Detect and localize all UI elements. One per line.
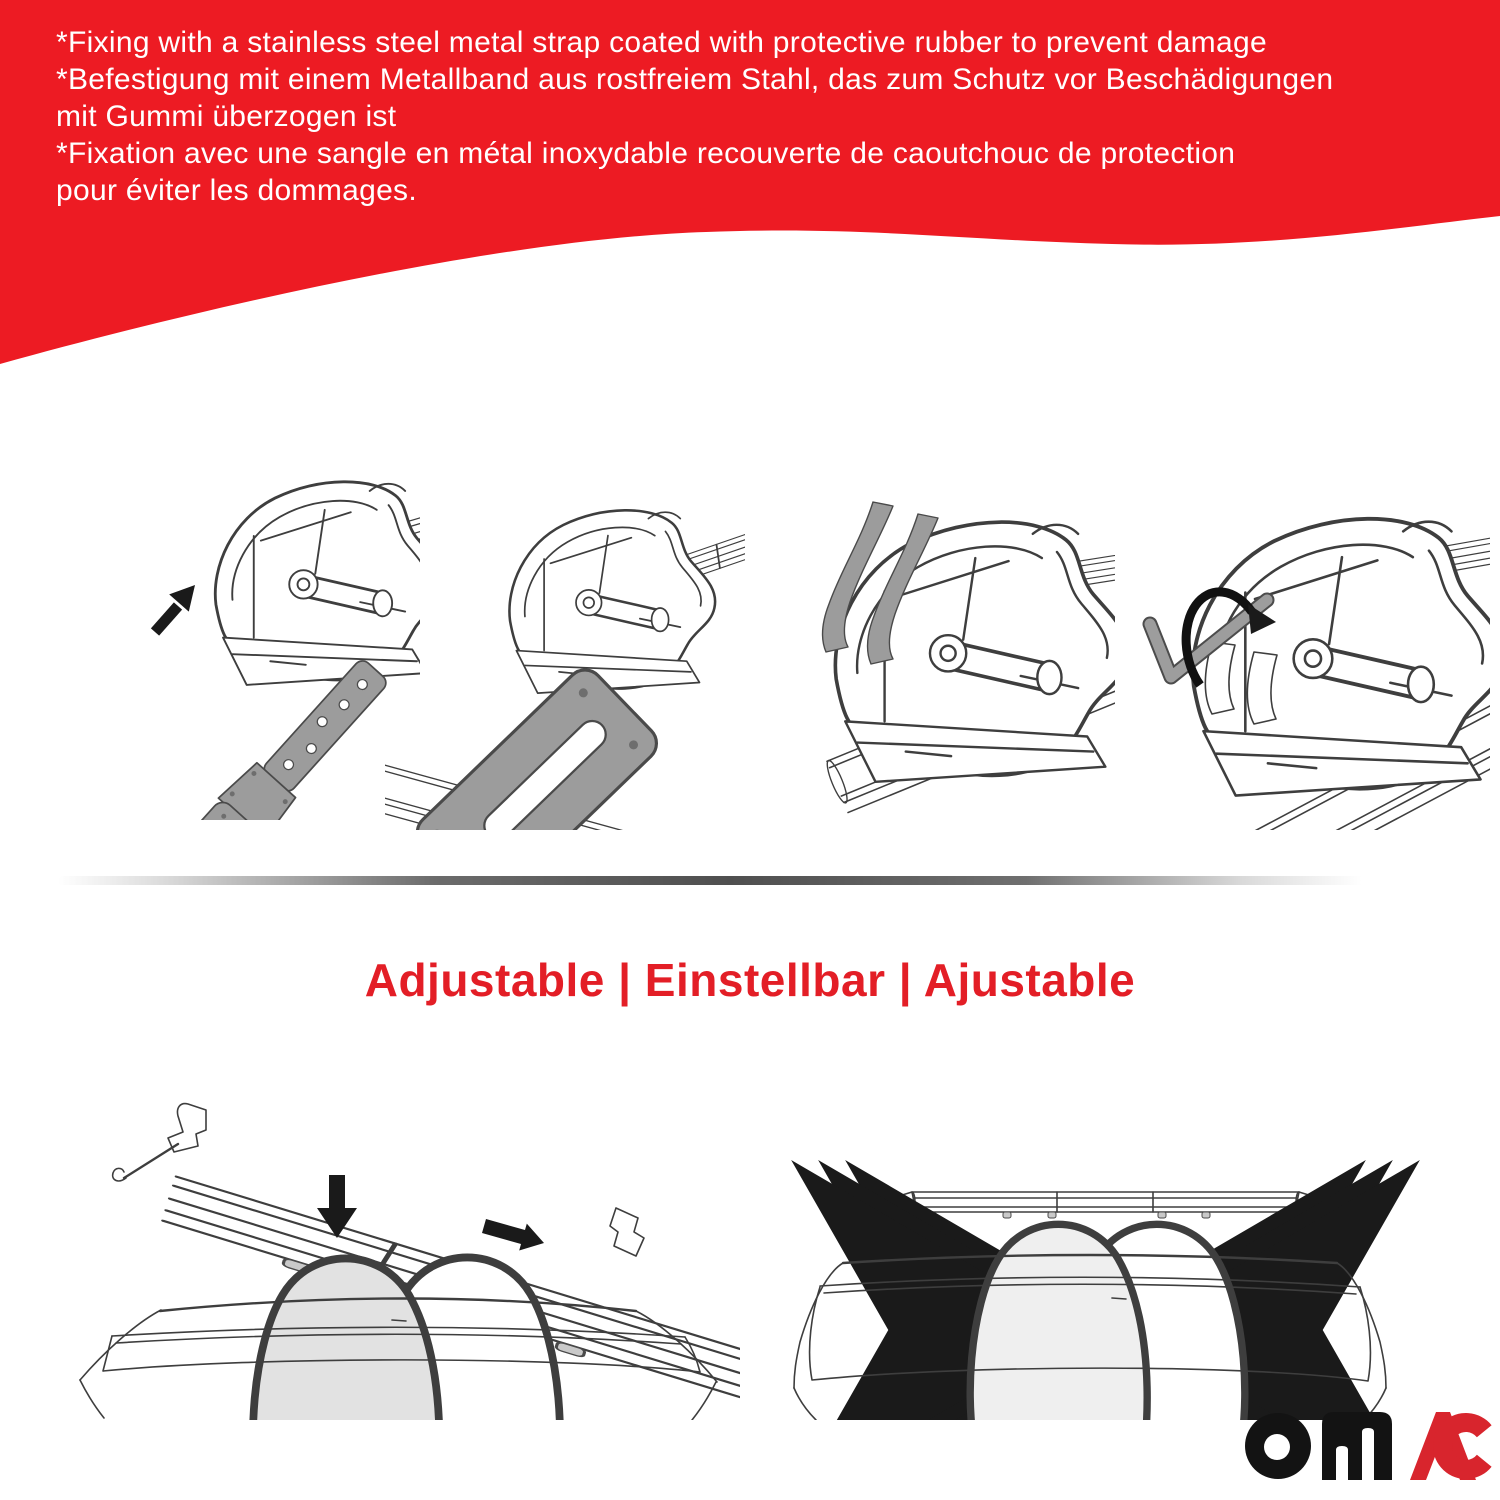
banner-text bbox=[56, 24, 1456, 209]
omac-logo-letters-ac bbox=[1410, 1412, 1492, 1480]
divider-bar bbox=[58, 876, 1402, 885]
right-arrow-icon bbox=[482, 1219, 544, 1251]
car-roof-crossbar-adjustment-illustration bbox=[770, 1080, 1450, 1420]
omac-logo-letters-om bbox=[1245, 1412, 1392, 1480]
adjustable-headline: Adjustable | Einstellbar | Ajustable bbox=[364, 954, 1136, 1006]
roof-rack-foot-icon bbox=[1193, 519, 1490, 796]
banner-line-en: *Fixing with a stainless steel metal strap coated with protective rubber to prevent damage bbox=[56, 26, 1267, 59]
car-roof-crossbar-placement-illustration bbox=[40, 1080, 740, 1420]
banner-line-de-1: *Befestigung mit einem Metallband aus rostfreiem Stahl, das zum Schutz vor Beschädigungen bbox=[56, 63, 1334, 96]
antenna-icon bbox=[113, 1144, 178, 1181]
banner-line-de-2: mit Gummi überzogen ist bbox=[56, 100, 397, 133]
step-3-strap-around-rail-illustration bbox=[745, 390, 1115, 830]
step-4-tighten-with-key-illustration bbox=[1100, 390, 1490, 830]
step-1-insert-strap-illustration bbox=[20, 390, 420, 820]
up-arrow-icon bbox=[155, 585, 195, 632]
banner-line-fr-2: pour éviter les dommages. bbox=[56, 174, 417, 207]
banner-line-fr-1: *Fixation avec une sangle en métal inoxydable recouverte de caoutchouc de protection bbox=[56, 137, 1236, 170]
step-2-strap-through-foot-illustration bbox=[385, 390, 745, 830]
down-arrow-icon bbox=[317, 1175, 357, 1238]
roof-rack-foot-icon bbox=[509, 510, 715, 693]
crossbar-icon bbox=[909, 1192, 1302, 1212]
crossbar-tabs bbox=[928, 1212, 1286, 1218]
omac-logo bbox=[1240, 1400, 1500, 1485]
car-roof-outline bbox=[80, 1257, 717, 1420]
